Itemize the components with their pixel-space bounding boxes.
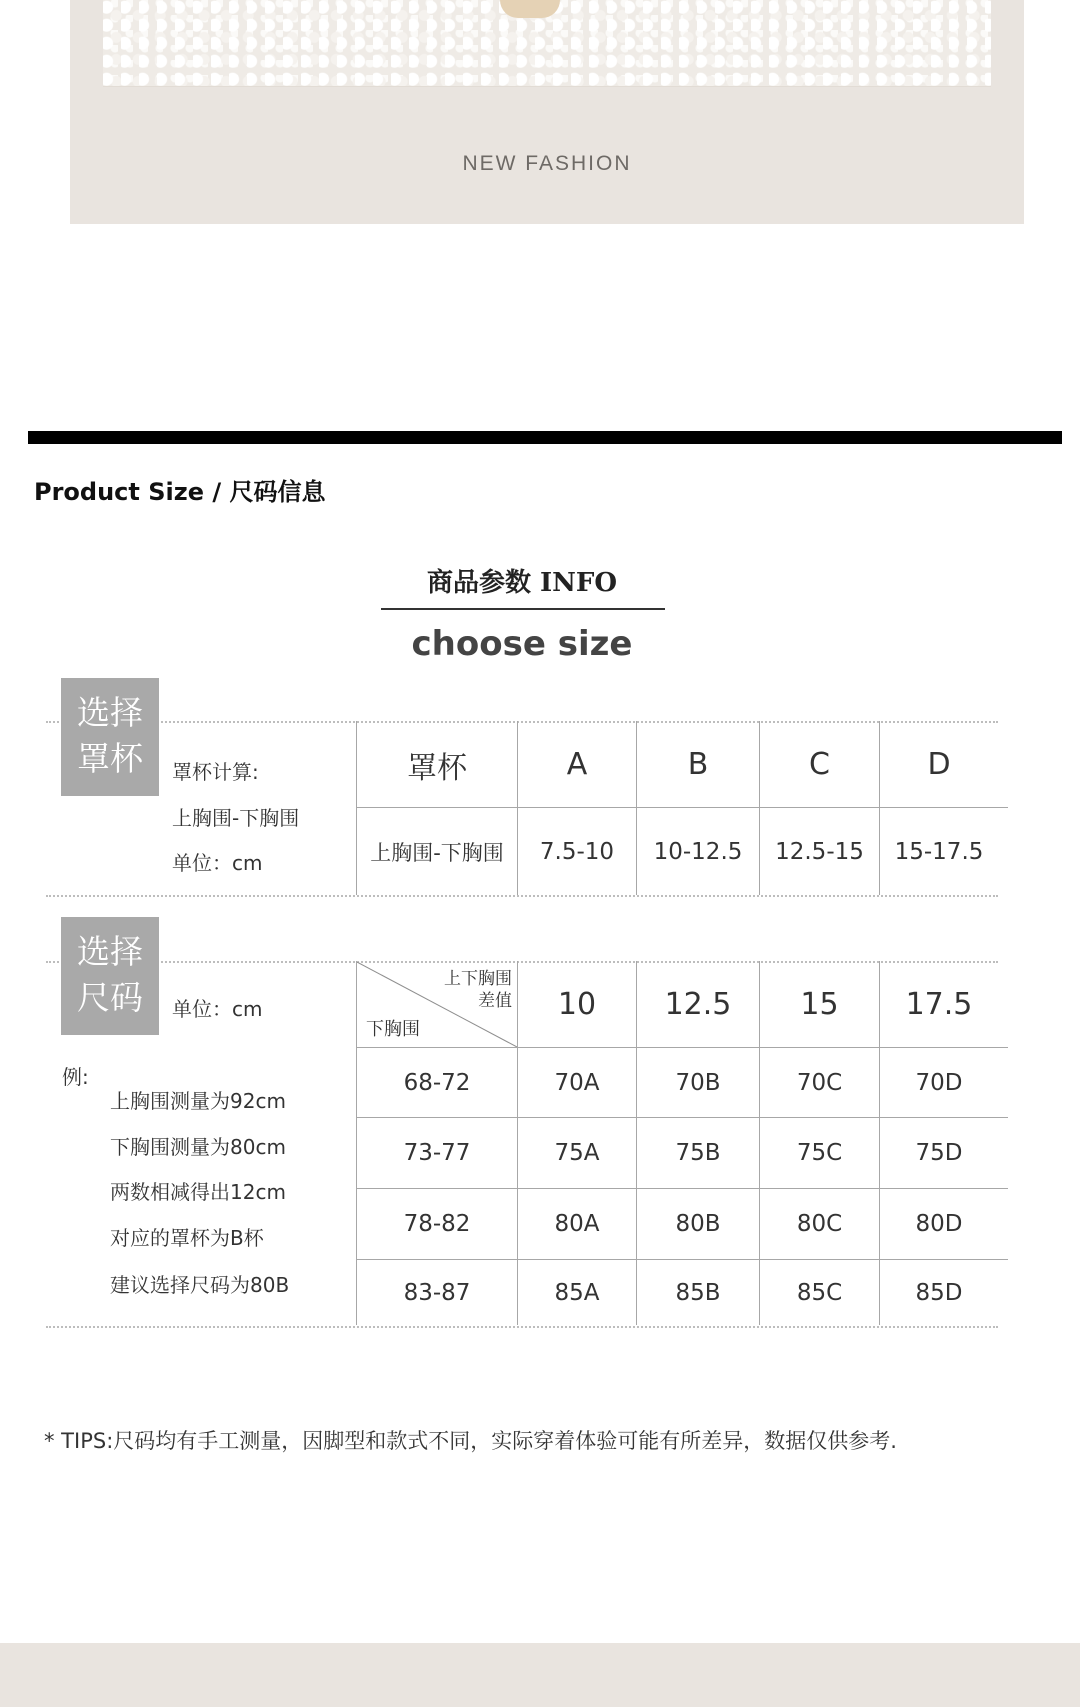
bottom-band: [0, 1643, 1080, 1707]
cup-label-line: 选择: [77, 693, 143, 732]
cup-note: 单位：cm: [172, 851, 263, 875]
size-header-cell: 12.5: [664, 987, 732, 1022]
banner-caption: NEW FASHION: [462, 152, 632, 175]
cup-note: 罩杯计算:: [172, 760, 259, 784]
size-row-cell: 70B: [675, 1069, 721, 1096]
size-row-cell: 85A: [554, 1280, 600, 1306]
size-row-cell: 85B: [675, 1280, 721, 1306]
size-row-cell: 70D: [915, 1069, 963, 1096]
example-line: 两数相减得出12cm: [110, 1180, 286, 1204]
corner-top-line: 差值: [478, 991, 512, 1011]
size-row-cell: 80D: [915, 1211, 963, 1237]
size-unit: 单位：cm: [172, 997, 263, 1021]
cup-header-cell: 罩杯: [407, 750, 467, 786]
size-row-cell: 75A: [554, 1140, 600, 1166]
example-line: 建议选择尺码为80B: [110, 1273, 290, 1297]
section-title: Product Size / 尺码信息: [34, 478, 326, 506]
size-header-cell: 15: [800, 987, 839, 1022]
cup-row-cell: 7.5-10: [539, 838, 615, 865]
size-row-cell: 80B: [675, 1211, 721, 1237]
size-row-cell: 85C: [796, 1280, 843, 1306]
example-line: 对应的罩杯为B杯: [110, 1226, 264, 1250]
cup-note: 上胸围-下胸围: [172, 806, 300, 830]
size-row-cell: 75D: [915, 1140, 963, 1166]
size-header-cell: 17.5: [905, 987, 973, 1022]
cup-header-cell: A: [566, 747, 588, 782]
corner-top-label: [428, 968, 512, 1012]
cup-header-cell: C: [809, 747, 830, 782]
dotted-divider: [46, 895, 998, 897]
example-line: 下胸围测量为80cm: [110, 1135, 286, 1159]
size-row-cell: 78-82: [403, 1211, 471, 1237]
size-row-cell: 80C: [796, 1211, 843, 1237]
size-row-cell: 85D: [915, 1280, 963, 1306]
corner-top-line: 上下胸围: [444, 969, 512, 989]
info-underline: [381, 608, 665, 610]
cup-label-box: [61, 678, 159, 796]
size-row-cell: 70C: [796, 1069, 843, 1096]
size-label-box: [61, 917, 159, 1035]
cup-header-cell: B: [687, 747, 709, 782]
size-row-cell: 80A: [554, 1211, 600, 1237]
size-row-cell: 73-77: [403, 1140, 471, 1166]
size-row-cell: 75B: [675, 1140, 721, 1166]
size-row-cell: 75C: [796, 1140, 843, 1166]
cup-row-cell: 上胸围-下胸围: [370, 840, 504, 865]
size-row-cell: 68-72: [403, 1069, 471, 1096]
info-title: 商品参数 INFO: [426, 568, 618, 598]
cup-row-cell: 15-17.5: [894, 838, 984, 865]
cup-row-cell: 12.5-15: [775, 838, 864, 865]
corner-bottom-label: 下胸围: [366, 1019, 420, 1040]
choose-size-heading: choose size: [411, 624, 633, 664]
size-label-line: 尺码: [77, 978, 143, 1017]
size-row-cell: 70A: [554, 1069, 600, 1096]
tips-note: * TIPS:尺码均有手工测量，因脚型和款式不同，实际穿着体验可能有所差异，数据仅供参考.: [44, 1429, 897, 1453]
size-header-cell: 10: [557, 987, 597, 1022]
top-banner: [70, 0, 1024, 224]
example-line: 上胸围测量为92cm: [110, 1089, 286, 1113]
section-divider: [28, 431, 1062, 444]
example-label: 例:: [62, 1065, 89, 1089]
size-row-cell: 83-87: [403, 1280, 471, 1306]
photo-accent: [500, 0, 560, 18]
cup-row-cell: 10-12.5: [653, 838, 743, 865]
dotted-divider: [46, 1326, 998, 1328]
cup-label-line: 罩杯: [77, 739, 143, 778]
size-label-line: 选择: [77, 932, 143, 971]
cup-header-cell: D: [927, 747, 951, 782]
